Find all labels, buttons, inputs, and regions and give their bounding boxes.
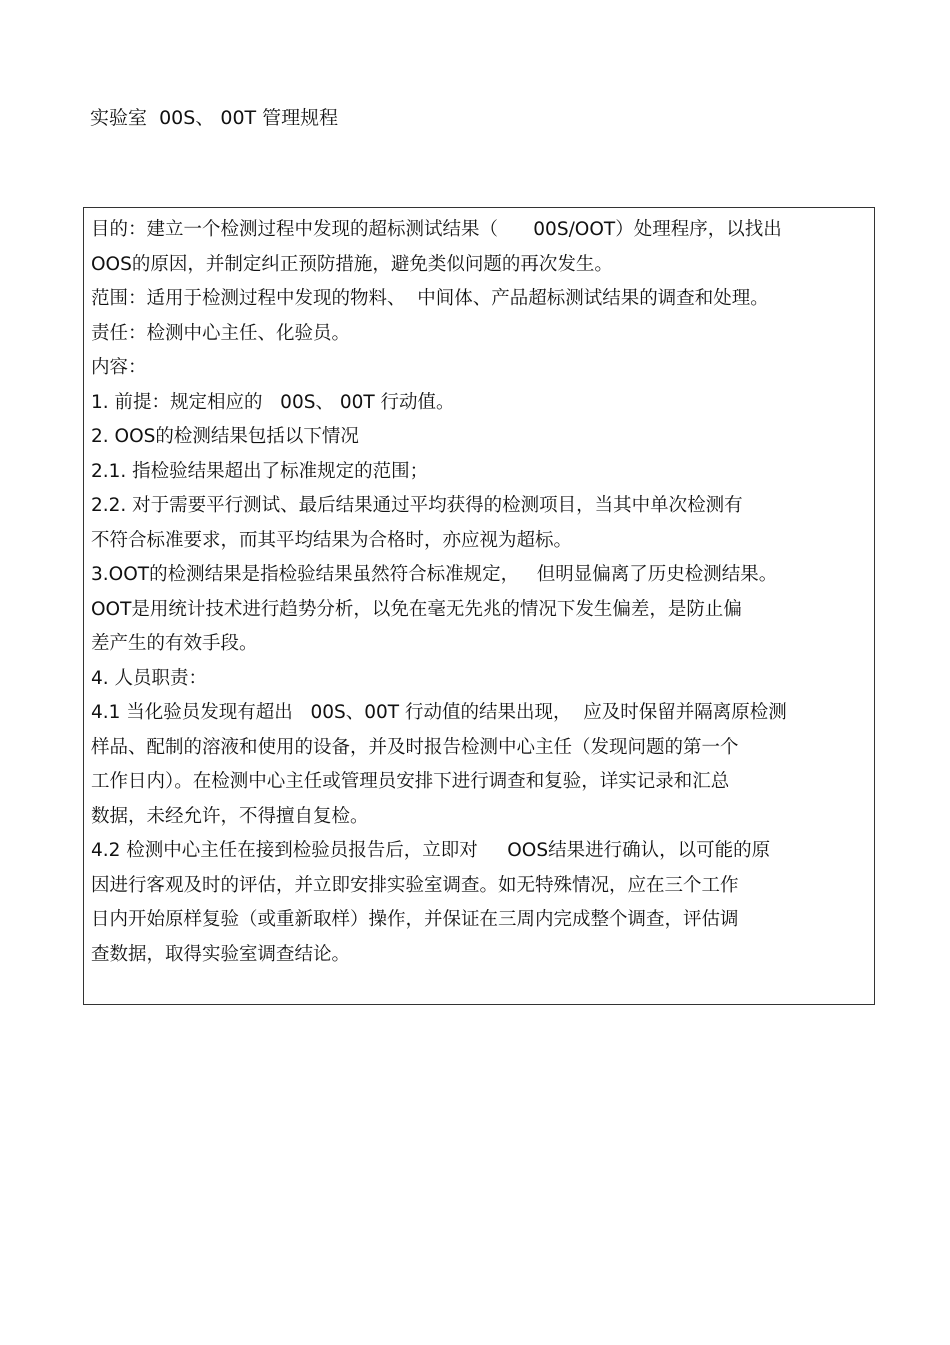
text-line: 4.2 检测中心主任在接到检验员报告后，立即对 OOS结果进行确认，以可能的原 bbox=[91, 840, 771, 861]
text-line: 查数据，取得实验室调查结论。 bbox=[91, 943, 351, 965]
content-lines bbox=[91, 213, 870, 972]
text-line: 差产生的有效手段。 bbox=[91, 633, 258, 654]
text-line: 2. OOS的检测结果包括以下情况 bbox=[91, 426, 359, 447]
text-line: 日内开始原样复验（或重新取样）操作，并保证在三周内完成整个调查，评估调 bbox=[91, 909, 739, 930]
text-line: 2.2. 对于需要平行测试、最后结果通过平均获得的检测项目，当其中单次检测有 bbox=[91, 495, 743, 516]
text-line: 数据，未经允许，不得擅自复检。 bbox=[91, 805, 369, 827]
text-line: 因进行客观及时的评估，并立即安排实验室调查。如无特殊情况，应在三个工作 bbox=[91, 874, 739, 896]
text-line: 4. 人员职责： bbox=[91, 667, 208, 689]
text-line: 责任：检测中心主任、化验员。 bbox=[91, 322, 351, 344]
text-line: OOS的原因，并制定纠正预防措施，避免类似问题的再次发生。 bbox=[91, 253, 613, 275]
text-line: OOT是用统计技术进行趋势分析，以免在毫无先兆的情况下发生偏差，是防止偏 bbox=[91, 598, 742, 620]
text-line: 内容： bbox=[91, 357, 147, 378]
text-line: 4.1 当化验员发现有超出 00S、00T 行动值的结果出现， 应及时保留并隔离原检测 bbox=[91, 702, 787, 723]
text-line: 3.OOT的检测结果是指检验结果虽然符合标准规定， 但明显偏离了历史检测结果。 bbox=[91, 564, 778, 585]
content-box bbox=[83, 207, 875, 1005]
document-title: 实验室 00S、 00T 管理规程 bbox=[90, 107, 339, 129]
text-line: 不符合标准要求，而其平均结果为合格时，亦应视为超标。 bbox=[91, 529, 573, 551]
text-line: 2.1. 指检验结果超出了标准规定的范围； bbox=[91, 460, 429, 482]
text-line: 目的：建立一个检测过程中发现的超标测试结果（ 00S/OOT）处理程序，以找出 bbox=[91, 219, 782, 240]
text-line: 1. 前提：规定相应的 00S、 00T 行动值。 bbox=[91, 391, 455, 413]
text-line: 范围：适用于检测过程中发现的物料、 中间体、产品超标测试结果的调查和处理。 bbox=[91, 288, 769, 309]
text-line: 工作日内）。在检测中心主任或管理员安排下进行调查和复验，详实记录和汇总 bbox=[91, 771, 730, 792]
text-line: 样品、配制的溶液和使用的设备，并及时报告检测中心主任（发现问题的第一个 bbox=[91, 736, 739, 758]
